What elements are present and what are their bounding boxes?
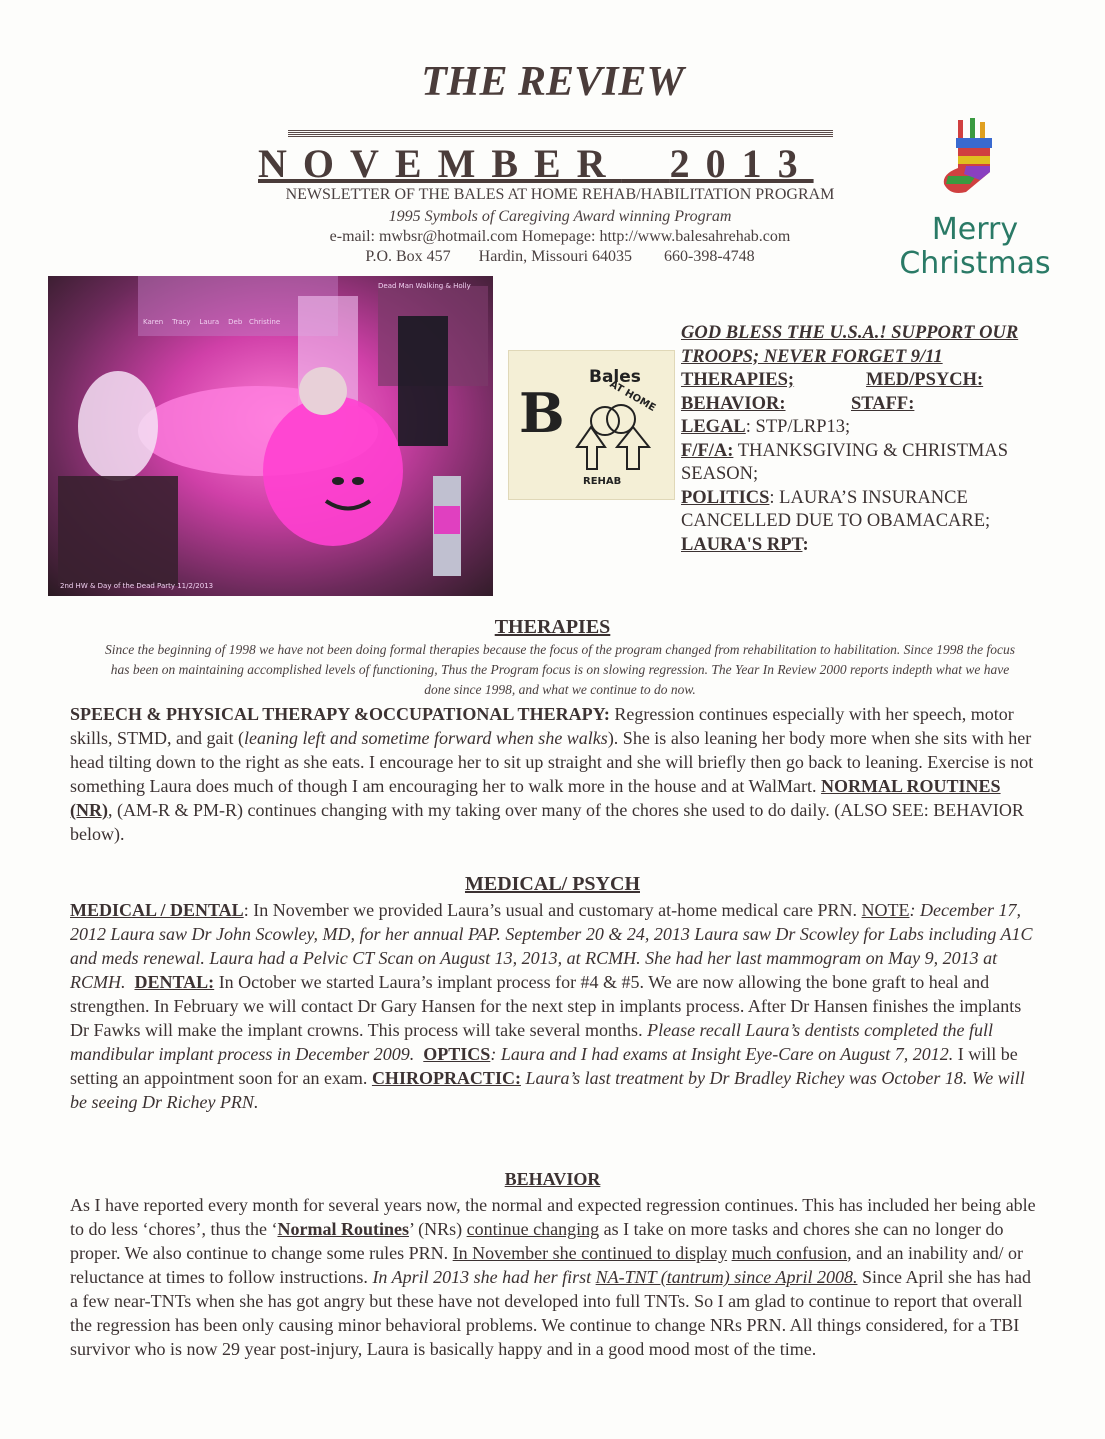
title-rule-2 xyxy=(288,134,833,137)
issue-date xyxy=(258,140,814,187)
contents-box xyxy=(681,322,1081,557)
greeting-line-1: Merry xyxy=(931,212,1019,247)
optics-label: OPTICS xyxy=(423,1044,491,1064)
bales-at-home-logo xyxy=(508,350,675,500)
issue-month: NOVEMBER xyxy=(258,141,622,186)
behavior-normal-routines: Normal Routines xyxy=(277,1219,409,1239)
contact-line: e-mail: mwbsr@hotmail.com Homepage: http://www.balesahrehab.com xyxy=(329,228,791,245)
toc-legal-label[interactable]: LEGAL xyxy=(681,417,746,437)
therapies-text-c: , (AM-R & PM-R) continues changing with my taking over many of the chores she used to do daily. (ALSO SEE: BEHAVIOR below). xyxy=(70,800,1024,844)
toc-medpsych[interactable]: MED/PSYCH: xyxy=(866,370,984,390)
toc-rpt-text: : xyxy=(802,534,809,555)
behavior-natnt: NA-TNT (tantrum) since April 2008. xyxy=(595,1267,858,1287)
normal-routines-label: NORMAL ROUTINES (NR) xyxy=(70,776,1001,820)
behavior-text-b: ’ (NRs) xyxy=(408,1219,467,1239)
toc-ffa-text: THANKSGIVING & CHRISTMAS SEASON; xyxy=(681,440,1009,484)
toc-legal xyxy=(681,416,1081,440)
toc-rpt-label[interactable]: LAURA'S RPT xyxy=(681,534,803,555)
toc-row-2 xyxy=(681,393,1081,417)
chiropractic-label: CHIROPRACTIC: xyxy=(371,1068,521,1088)
dental-italic-text: Please recall Laura’s dentists completed the full mandibular implant process in December 2009. xyxy=(70,1020,994,1064)
medical-text-a: : In November we provided Laura’s usual and customary at-home medical care PRN. xyxy=(243,900,862,920)
behavior-text-e: , and an inability and/ or reluctance at times to follow instructions. xyxy=(70,1243,1024,1287)
behavior-text-f: Since April she has had a few near-TNTs when she has got angry but these have not developed into full TNTs. So I am glad to continue to report that overall the regression has been only causing minor behavioral problems. We continue to change NRs PRN. All things considered, for a TBI survivor who is now 29 year post-injury, Laura is basically happy and in a good mood most of the time. xyxy=(70,1267,1031,1359)
optics-text: I will be setting an appointment soon for an exam. xyxy=(70,1044,1018,1088)
medical-dental-label: MEDICAL / DENTAL xyxy=(70,900,244,920)
toc-politics-text: : LAURA’S INSURANCE CANCELLED DUE TO OBAMACARE; xyxy=(681,487,991,531)
behavior-text-c: as I take on more tasks and chores she can no longer do proper. We also continue to change some rules PRN. xyxy=(70,1219,1004,1263)
behavior-much-confusion: much confusion xyxy=(731,1243,848,1263)
therapies-heading: THERAPIES xyxy=(494,616,611,638)
toc-staff[interactable]: STAFF: xyxy=(851,393,915,414)
newsletter-subtitle: NEWSLETTER OF THE BALES AT HOME REHAB/HABILITATION PROGRAM xyxy=(285,186,835,203)
toc-ffa-label[interactable]: F/F/A: xyxy=(681,440,734,461)
optics-italic-text: : Laura and I had exams at Insight Eye-Care on August 7, 2012. xyxy=(490,1044,954,1064)
logo-letter: B xyxy=(519,381,565,445)
note-text: : December 17, 2012 Laura saw Dr John Scowley, MD, for her annual PAP. September 20 & 24, 2013 Laura saw Dr Scowley for Labs including A1C and meds renewal. Laura had a Pelvic CT Scan on August 13, 2013, at RCMH. She had her last mammogram on May 9, 2013 at RCMH. xyxy=(70,900,1033,992)
address-line: P.O. Box 457 Hardin, Missouri 64035 660-398-4748 xyxy=(365,248,755,265)
medical-paragraph xyxy=(70,898,1038,1114)
therapies-text-a: Regression continues especially with her speech, motor skills, STMD, and gait ( xyxy=(70,704,1014,748)
therapies-text-italic: leaning left and sometime forward when she walks xyxy=(244,728,608,748)
dental-label: DENTAL: xyxy=(134,972,215,992)
photo-caption-bottom: 2nd HW & Day of the Dead Party 11/2/2013 xyxy=(60,582,214,590)
toc-behavior[interactable]: BEHAVIOR: xyxy=(681,393,786,414)
toc-ffa xyxy=(681,440,1081,487)
christmas-stocking-icon xyxy=(936,118,1006,198)
banner-text: GOD BLESS THE U.S.A.! SUPPORT OUR TROOPS; NEVER FORGET 9/11 xyxy=(681,323,1019,367)
merry-christmas-greeting xyxy=(870,213,1080,295)
therapies-text-b: ). She is also leaning her body more when she sits with her head tilting down to the right as she eats. I encourage her to sit up straight and she will briefly then go back to leaning. Exercise is not something Laura does much of though I am encouraging her to walk more in the house and at WalMart. xyxy=(70,728,1034,796)
behavior-april: In April 2013 she had her first xyxy=(372,1267,596,1287)
toc-politics xyxy=(681,487,1081,534)
title-rule xyxy=(288,130,833,133)
toc-row-1 xyxy=(681,369,1081,393)
award-line: 1995 Symbols of Caregiving Award winning Program xyxy=(388,208,732,225)
toc-politics-label[interactable]: POLITICS xyxy=(681,487,770,508)
medical-heading: MEDICAL/ PSYCH xyxy=(464,873,640,895)
toc-therapies[interactable]: THERAPIES; xyxy=(681,370,795,390)
toc-legal-text: : STP/LRP13; xyxy=(745,417,851,437)
behavior-november: In November she continued to display xyxy=(452,1243,728,1263)
logo-name: Bales xyxy=(589,367,641,387)
party-photo xyxy=(48,276,493,596)
photo-caption-names: Karen Tracy Laura Deb Christine xyxy=(143,318,281,326)
behavior-continue-changing: continue changing xyxy=(466,1219,600,1239)
dental-text: In October we started Laura’s implant process for #4 & #5. We are now allowing the bone graft to heal and strengthen. In February we will contact Dr Gary Hansen for the next step in implants process. After Dr Hansen finishes the implants Dr Fawks will make the implant crowns. This process will take several months. xyxy=(70,972,1022,1040)
behavior-text-a: As I have reported every month for several years now, the normal and expected regression continues. This has included her being able to do less ‘chores’, thus the ‘ xyxy=(70,1195,1036,1239)
photo-caption-top: Dead Man Walking & Holly xyxy=(378,282,471,290)
therapies-intro: Since the beginning of 1998 we have not been doing formal therapies because the focus of the program changed from rehabilitation to habilitation. Since 1998 the focus has been on maintaining accomplished levels of functioning, Thus the Program focus is on slowing regression. The Year In Review 2000 reports indepth what we have done since 1998, and what we continue to do now. xyxy=(105,642,1015,697)
newsletter-title: THE REVIEW xyxy=(421,59,684,105)
behavior-heading: BEHAVIOR xyxy=(504,1169,601,1189)
greeting-line-2: Christmas xyxy=(899,246,1051,281)
chiropractic-text: Laura’s last treatment by Dr Bradley Richey was October 18. We will be seeing Dr Richey PRN. xyxy=(70,1068,1025,1112)
logo-arc-text: AT HOME xyxy=(607,379,658,414)
note-label: NOTE xyxy=(861,900,910,920)
issue-year: 2013 xyxy=(669,141,814,186)
behavior-paragraph xyxy=(70,1193,1038,1361)
therapies-label: SPEECH & PHYSICAL THERAPY &OCCUPATIONAL THERAPY: xyxy=(70,704,610,724)
toc-rpt xyxy=(681,534,1081,558)
therapies-paragraph xyxy=(70,702,1038,846)
logo-sub: REHAB xyxy=(583,476,622,487)
